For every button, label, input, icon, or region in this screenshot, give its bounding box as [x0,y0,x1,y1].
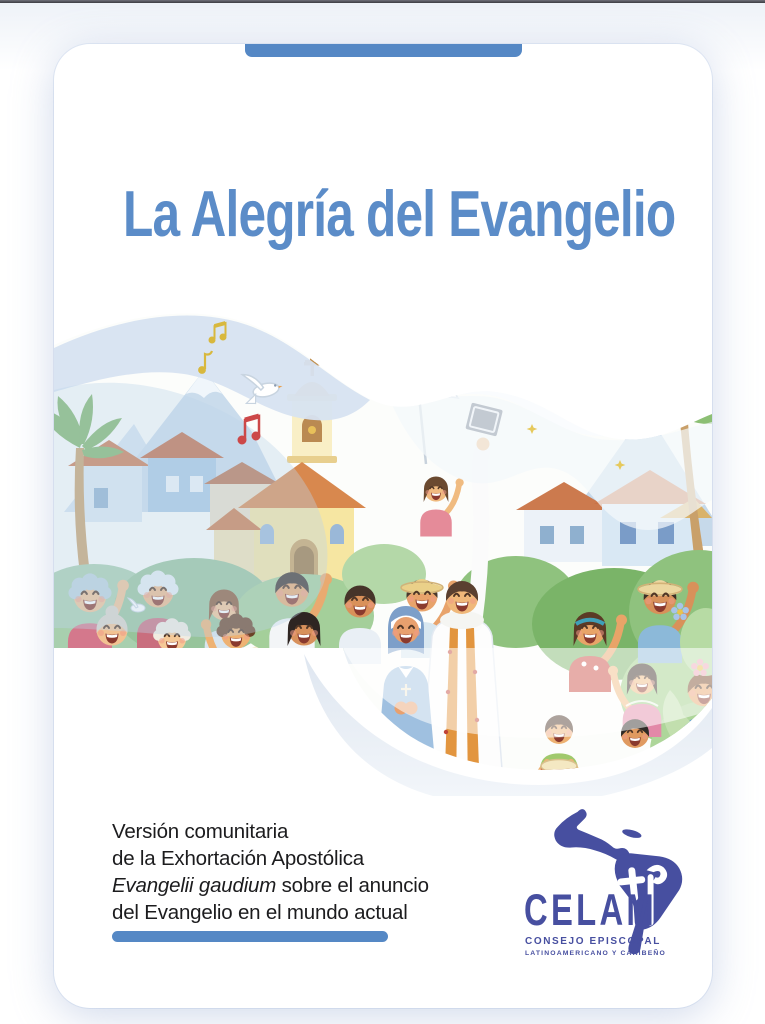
map-mexico [554,809,629,861]
subtitle-line-2: de la Exhortación Apostólica [112,847,364,870]
logo-line-2: LATINOAMERICANO Y CARIBEÑO [525,950,666,957]
subtitle-block [112,818,429,926]
logo-line-1: CONSEJO EPISCOPAL [525,936,661,947]
top-accent-bar [245,44,522,57]
subtitle-line-3-rest: sobre el anuncio [276,874,429,897]
subtitle-line-3 [112,872,429,899]
celam-logo [492,800,712,978]
page-title [54,178,712,249]
cover-illustration [54,312,712,796]
subtitle-line-1: Versión comunitaria [112,820,289,843]
subtitle-line-4: del Evangelio en el mundo actual [112,901,408,924]
cover-card [54,44,712,1008]
subtitle-italic: Evangelii gaudium [112,874,277,897]
bottom-accent-bar [112,931,388,942]
map-cuba [621,828,642,840]
village-scene [54,312,712,796]
logo-wordmark: CELAM [524,886,658,936]
page-title-text: La Alegría del Evangelio [123,179,676,251]
